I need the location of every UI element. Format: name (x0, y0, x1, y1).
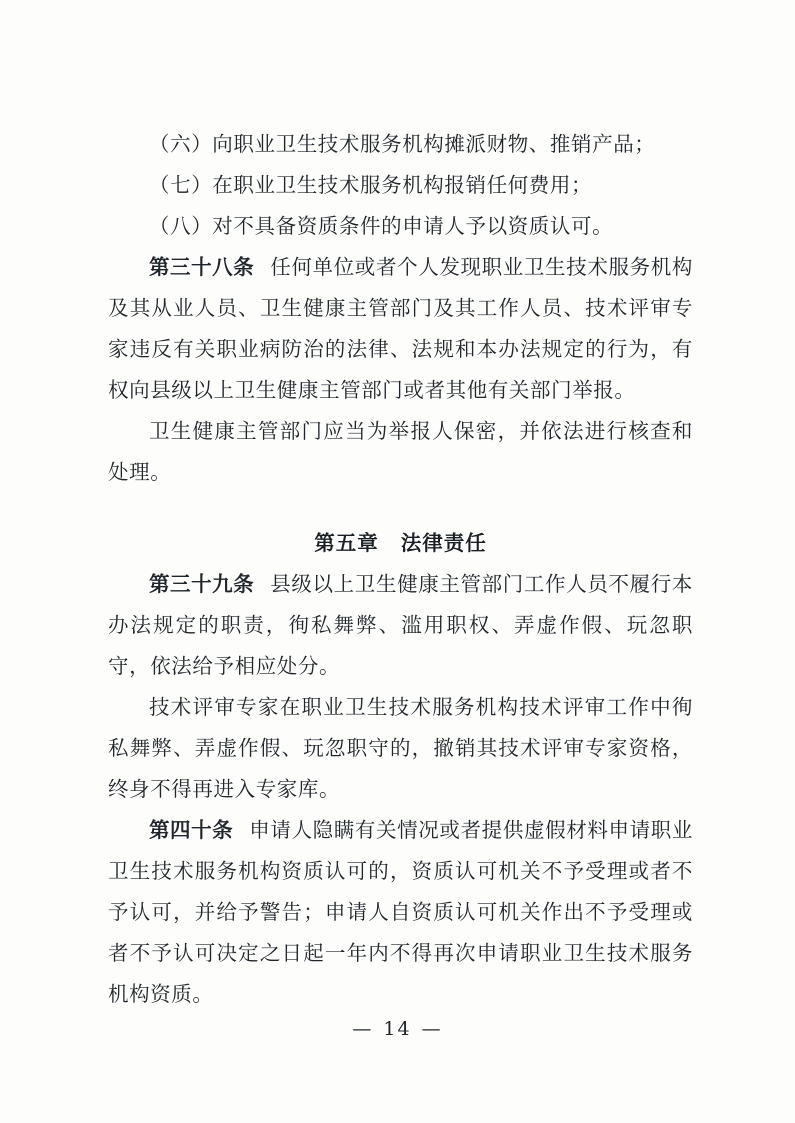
article-39-second-paragraph: 技术评审专家在职业卫生技术服务机构技术评审工作中徇私舞弊、弄虚作假、玩忽职守的，撤销其技术评审专家资格，终身不得再进入专家库。 (108, 695, 693, 801)
article-40-paragraph (108, 810, 693, 1015)
chapter-heading (108, 523, 693, 564)
article-38-text: 任何单位或者个人发现职业卫生技术服务机构及其从业人员、卫生健康主管部门及其工作人员、技术评审专家违反有关职业病防治的法律、法规和本办法规定的行为，有权向县级以上卫生健康主管部门或者其他有关部门举报。 (108, 255, 694, 402)
list-item-seven: （七）在职业卫生技术服务机构报销任何费用； (149, 173, 593, 197)
article-38-second-paragraph: 卫生健康主管部门应当为举报人保密，并依法进行核查和处理。 (108, 419, 693, 484)
article-39-label: 第三十九条 (149, 572, 255, 596)
page-number: 14 (383, 1018, 412, 1040)
footer-right-dash: — (421, 1018, 443, 1040)
article-38-paragraph (108, 247, 693, 411)
page-footer (0, 1018, 795, 1040)
article-39-paragraph (108, 564, 693, 687)
list-item-six: （六）向职业卫生技术服务机构摊派财物、推销产品； (149, 132, 656, 156)
article-40-label: 第四十条 (149, 818, 234, 842)
chapter-number: 第五章 (314, 531, 379, 555)
document-body (108, 124, 693, 1015)
section-spacer (108, 493, 693, 523)
article-39-text: 县级以上卫生健康主管部门工作人员不履行本办法规定的职责，徇私舞弊、滥用职权、弄虚作假、玩忽职守，依法给予相应处分。 (108, 572, 694, 678)
list-item-eight: （八）对不具备资质条件的申请人予以资质认可。 (149, 214, 614, 238)
footer-left-dash: — (352, 1018, 374, 1040)
article-40-text: 申请人隐瞒有关情况或者提供虚假材料申请职业卫生技术服务机构资质认可的，资质认可机关不予受理或者不予认可，并给予警告；申请人自资质认可机关作出不予受理或者不予认可决定之日起一年内不得再次申请职业卫生技术服务机构资质。 (108, 818, 694, 1006)
article-38-label: 第三十八条 (149, 255, 255, 279)
chapter-title: 法律责任 (400, 531, 487, 555)
